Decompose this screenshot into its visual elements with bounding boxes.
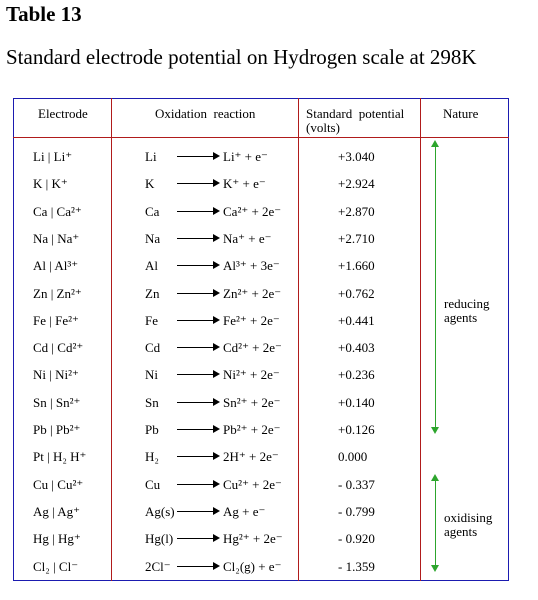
header-rule [13,137,509,138]
electrode-cell: Pt | H₂ H⁺ [33,449,87,464]
green-arrowhead-down [431,427,439,434]
electrode-cell: Sn | Sn²⁺ [33,395,81,410]
potential-cell: +0.403 [338,340,375,355]
table-number: Table 13 [6,2,82,26]
reactant-cell: K [145,176,155,191]
electrode-cell: Zn | Zn²⁺ [33,286,82,301]
electrode-cell: Pb | Pb²⁺ [33,422,81,437]
reactant-cell: Na [145,231,161,246]
reactant-cell: H₂ [145,449,159,464]
electrode-cell: Cu | Cu²⁺ [33,477,84,492]
reactant-cell: Al [145,258,158,273]
product-cell: Pb²⁺ + 2e⁻ [223,422,281,437]
potential-cell: +0.140 [338,395,375,410]
potential-cell: 0.000 [338,449,368,464]
potential-cell: +2.924 [338,176,375,191]
reaction-arrow [177,258,220,274]
oxidising-label-2: agents [444,524,478,539]
reaction-arrow [177,531,220,547]
reaction-arrow [177,231,220,247]
reactant-cell: Ag(s) [145,504,175,519]
reactant-cell: Zn [145,286,160,301]
potential-cell: +0.762 [338,286,375,301]
potential-cell: +0.236 [338,367,375,382]
reaction-arrow [177,422,220,438]
reaction-arrow [177,286,220,302]
potential-cell: +3.040 [338,149,375,164]
reactant-cell: Cd [145,340,161,355]
product-cell: Ag + e⁻ [223,504,266,519]
oxidising-label: oxidising [444,510,493,525]
electrode-cell: Fe | Fe²⁺ [33,313,79,328]
electrode-cell: Na | Na⁺ [33,231,80,246]
reaction-arrow [177,504,220,520]
electrode-cell: Hg | Hg⁺ [33,531,81,546]
electrode-cell: Ag | Ag⁺ [33,504,81,519]
potential-cell: - 0.799 [338,504,375,519]
potential-cell: - 1.359 [338,559,375,574]
potential-cell: +2.710 [338,231,375,246]
product-cell: Fe²⁺ + 2e⁻ [223,313,280,328]
column-divider [420,98,421,581]
electrode-cell: Li | Li⁺ [33,149,73,164]
potential-cell: +0.126 [338,422,375,437]
reducing-arrow [435,146,436,427]
reactant-cell: Li [145,149,157,164]
reaction-arrow [177,367,220,383]
reaction-arrow [177,559,220,575]
column-divider [111,98,112,581]
product-cell: Zn²⁺ + 2e⁻ [223,286,282,301]
product-cell: Hg²⁺ + 2e⁻ [223,531,283,546]
reaction-arrow [177,313,220,329]
potential-cell: +1.660 [338,258,375,273]
reaction-arrow [177,340,220,356]
product-cell: Ca²⁺ + 2e⁻ [223,204,282,219]
reaction-arrow [177,176,220,192]
electrode-cell: Cd | Cd²⁺ [33,340,84,355]
product-cell: Cu²⁺ + 2e⁻ [223,477,282,492]
electrode-cell: Ni | Ni²⁺ [33,367,79,382]
reactant-cell: Sn [145,395,159,410]
reducing-label-2: agents [444,310,478,325]
product-cell: Na⁺ + e⁻ [223,231,272,246]
header-potential: Standard potential [306,106,405,121]
table-caption: Standard electrode potential on Hydrogen scale at 298K [6,45,477,69]
product-cell: 2H⁺ + 2e⁻ [223,449,279,464]
electrode-cell: Cl₂ | Cl⁻ [33,559,79,574]
reaction-arrow [177,395,220,411]
product-cell: Al³⁺ + 3e⁻ [223,258,280,273]
oxidising-arrow [435,480,436,565]
reactant-cell: Ca [145,204,160,219]
electrode-cell: K | K⁺ [33,176,68,191]
reaction-arrow [177,449,220,465]
reaction-arrow [177,149,220,165]
reactant-cell: Hg(l) [145,531,174,546]
potential-cell: +2.870 [338,204,375,219]
product-cell: Ni²⁺ + 2e⁻ [223,367,280,382]
header-nature: Nature [443,106,479,121]
potential-cell: - 0.920 [338,531,375,546]
reaction-arrow [177,477,220,493]
reactant-cell: 2Cl⁻ [145,559,171,574]
header-electrode: Electrode [38,106,88,121]
reactant-cell: Pb [145,422,159,437]
product-cell: K⁺ + e⁻ [223,176,266,191]
reactant-cell: Fe [145,313,158,328]
potential-cell: - 0.337 [338,477,375,492]
reducing-label: reducing [444,296,490,311]
header-reaction: Oxidation reaction [155,106,256,121]
electrode-cell: Al | Al³⁺ [33,258,79,273]
product-cell: Li⁺ + e⁻ [223,149,268,164]
product-cell: Cd²⁺ + 2e⁻ [223,340,282,355]
electrode-cell: Ca | Ca²⁺ [33,204,82,219]
column-divider [298,98,299,581]
header-potential-unit: (volts) [306,120,340,135]
reaction-arrow [177,204,220,220]
product-cell: Cl₂(g) + e⁻ [223,559,282,574]
reactant-cell: Ni [145,367,158,382]
green-arrowhead-down [431,565,439,572]
product-cell: Sn²⁺ + 2e⁻ [223,395,281,410]
potential-cell: +0.441 [338,313,375,328]
reactant-cell: Cu [145,477,161,492]
